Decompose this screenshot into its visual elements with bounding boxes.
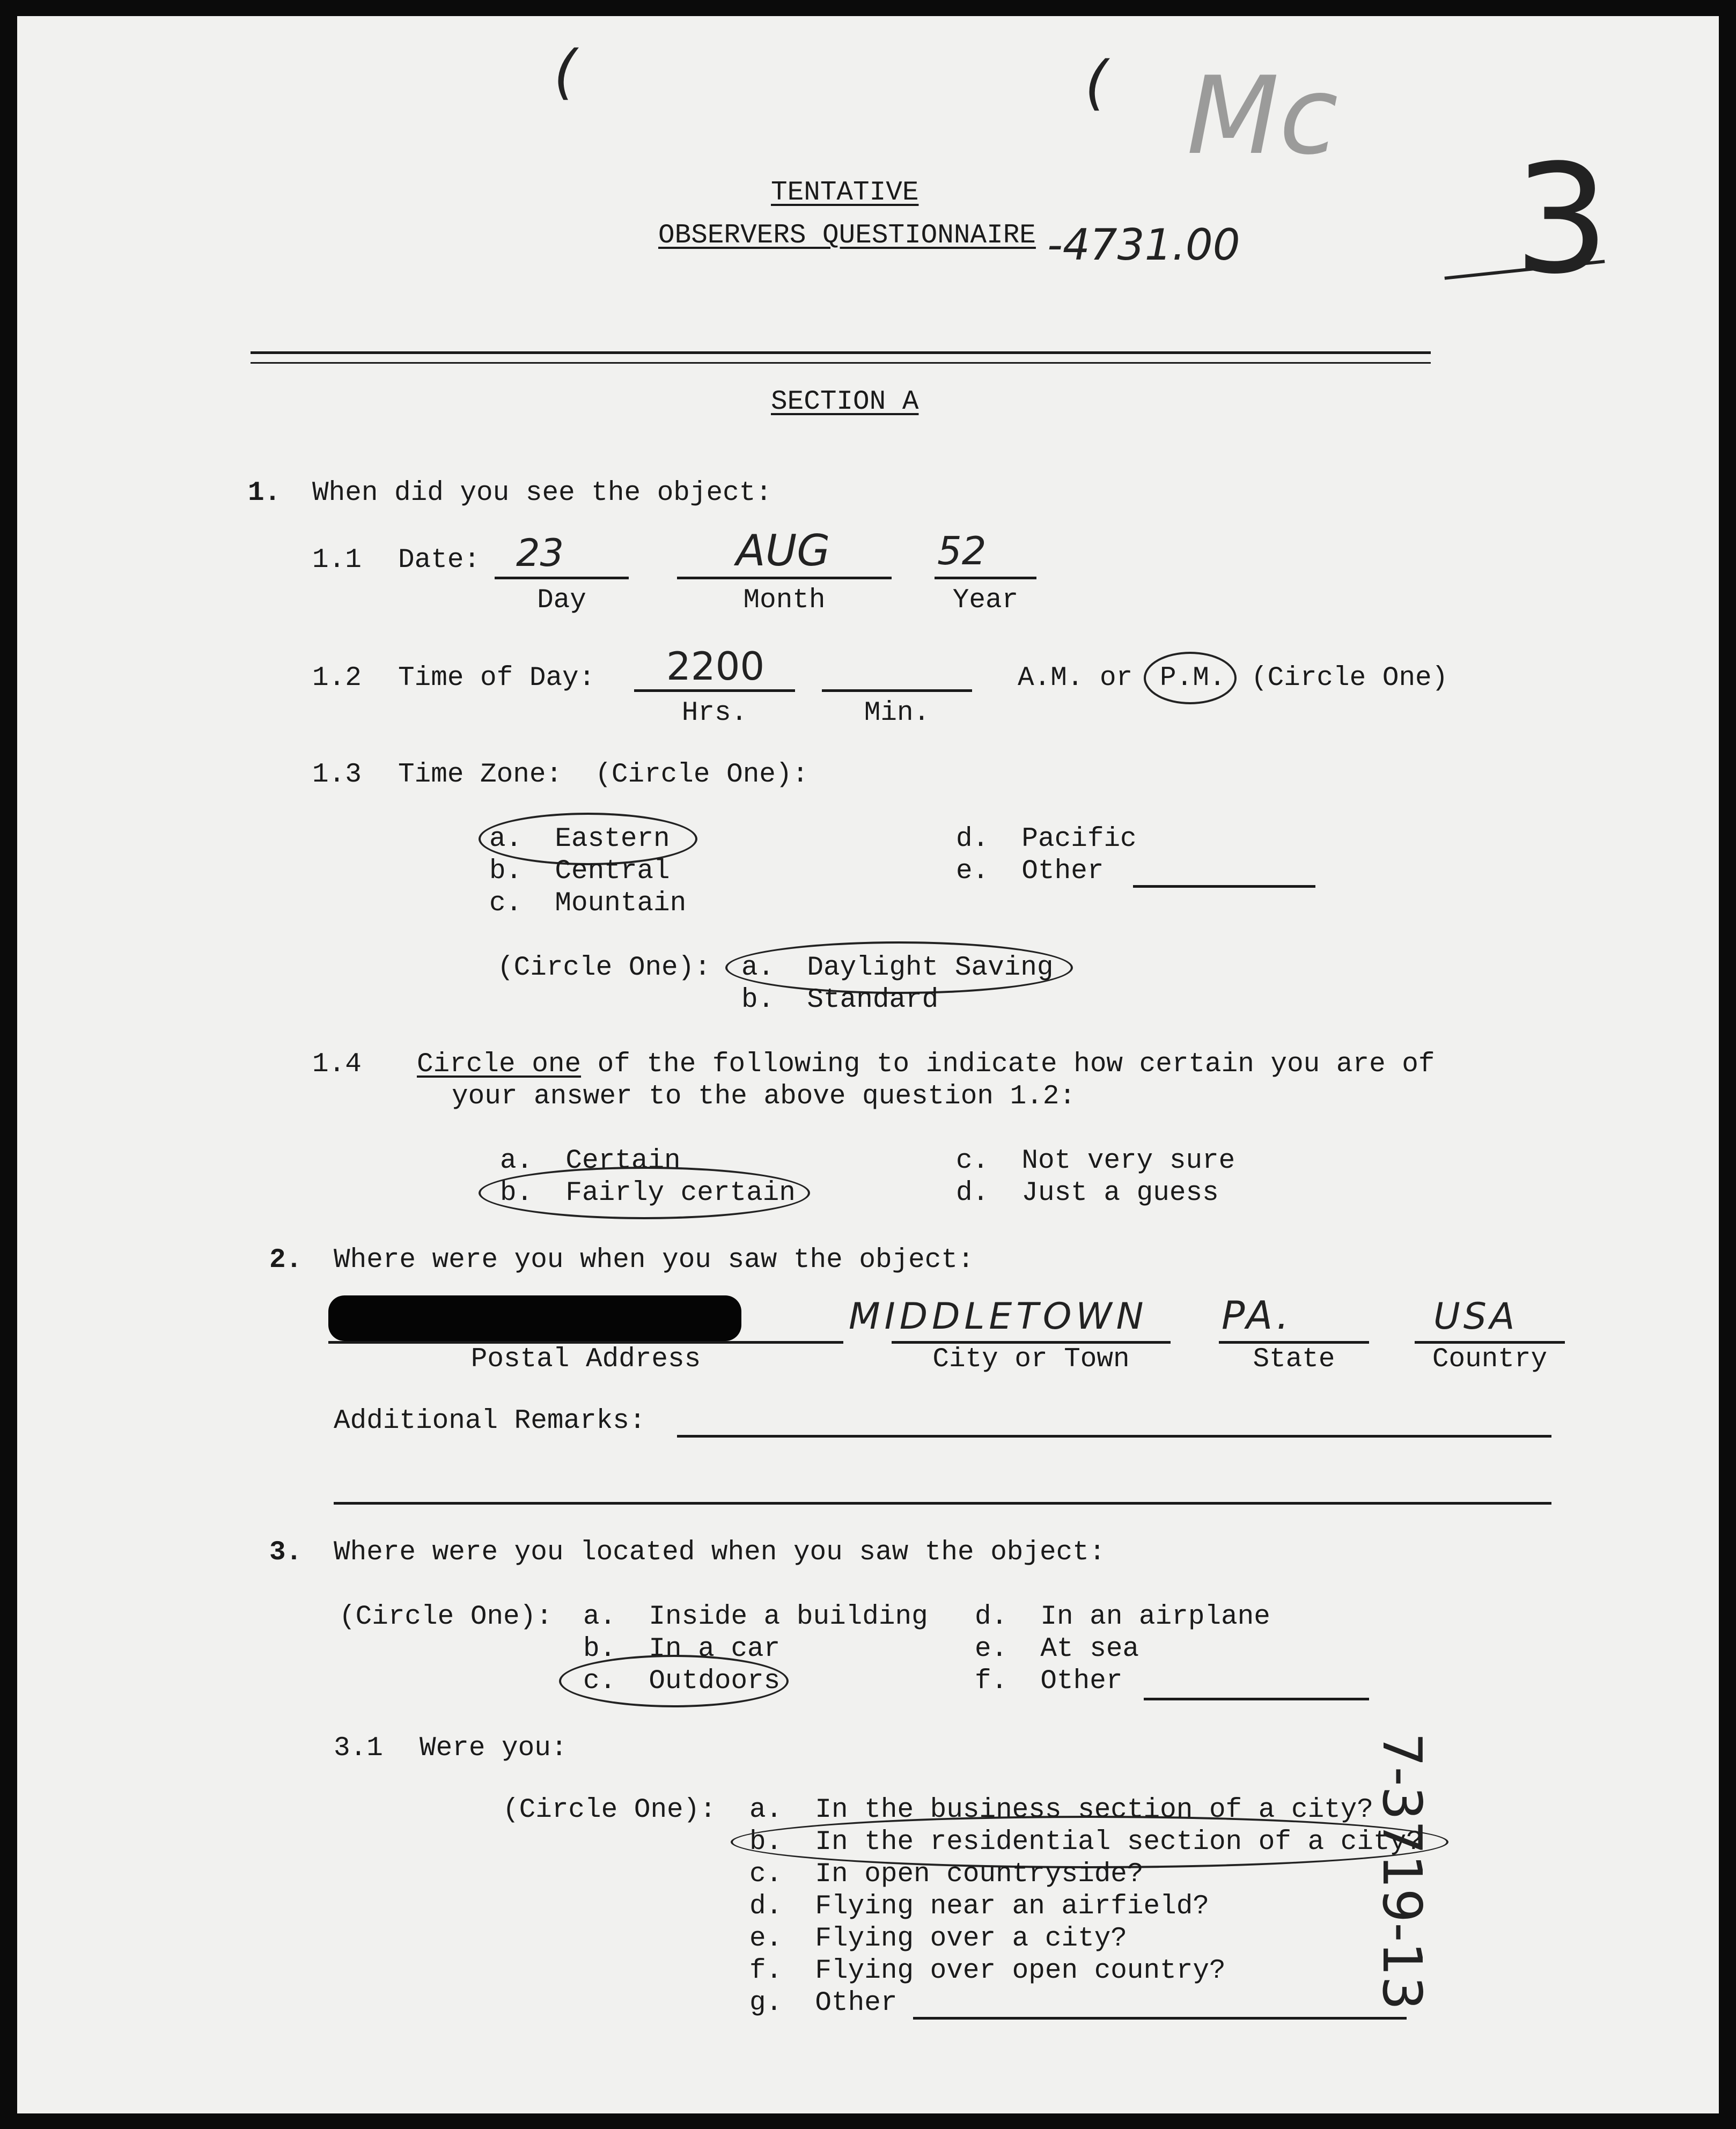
tz-option-eastern[interactable]: a. Eastern [489, 824, 670, 854]
loc-option-other[interactable]: f. Other [975, 1666, 1123, 1697]
q1-text: When did you see the object: [312, 478, 772, 509]
postal-caption: Postal Address [470, 1344, 701, 1375]
day-value: 23 [516, 531, 564, 575]
q3-1-circle-label: (Circle One): [503, 1795, 716, 1825]
circle-one-underlined: Circle one [417, 1049, 582, 1080]
minutes-blank [822, 689, 972, 692]
loc-option-car[interactable]: b. In a car [583, 1634, 781, 1664]
handwritten-page-mark: 3 [1514, 132, 1610, 307]
q2-text: Where were you when you saw the object: [334, 1245, 974, 1276]
saving-option-daylight[interactable]: a. Daylight Saving [741, 953, 1054, 983]
hours-value: 2200 [666, 644, 765, 689]
day-caption: Day [537, 585, 586, 616]
tz-option-other[interactable]: e. Other [956, 856, 1104, 887]
tz-option-central[interactable]: b. Central [489, 856, 670, 887]
hours-caption: Hrs. [681, 698, 748, 728]
month-caption: Month [743, 585, 826, 616]
header-rule [251, 351, 1431, 354]
fairly-circle-mark [479, 1167, 810, 1219]
area-option-other[interactable]: g. Other [749, 1988, 898, 2019]
title-tentative: TENTATIVE [771, 178, 919, 208]
loc-option-outdoors[interactable]: c. Outdoors [583, 1666, 781, 1697]
redacted-postal-address [328, 1295, 741, 1341]
saving-option-standard[interactable]: b. Standard [741, 985, 939, 1015]
q3-number: 3. [269, 1537, 303, 1568]
state-caption: State [1253, 1344, 1335, 1375]
certainty-option-fairly[interactable]: b. Fairly certain [500, 1178, 796, 1209]
q3-text: Where were you located when you saw the object: [334, 1537, 1106, 1568]
certainty-option-certain[interactable]: a. Certain [500, 1146, 681, 1176]
paren-mark-2: ( [1085, 48, 1108, 117]
year-blank [935, 577, 1036, 579]
remarks-blank-2[interactable] [334, 1502, 1551, 1505]
month-blank [677, 577, 892, 579]
time-label: Time of Day: [398, 663, 595, 694]
country-value: USA [1433, 1295, 1518, 1338]
pm-option[interactable]: P.M. [1160, 663, 1226, 694]
questionnaire-page [17, 16, 1719, 2113]
margin-handwritten-note: 7-3719-13 [1371, 1733, 1433, 2010]
certainty-option-guess[interactable]: d. Just a guess [956, 1178, 1219, 1209]
timezone-label: Time Zone: (Circle One): [398, 760, 809, 790]
q3-1-label: Were you: [420, 1733, 568, 1764]
year-value: 52 [937, 528, 987, 573]
q1-4-number: 1.4 [312, 1049, 362, 1080]
q3-circle-label: (Circle One): [339, 1602, 553, 1632]
tz-option-pacific[interactable]: d. Pacific [956, 824, 1137, 854]
city-caption: City or Town [932, 1344, 1130, 1375]
q1-4-text-line1: of the following to indicate how certain you are of [581, 1049, 1435, 1080]
q3-1-number: 3.1 [334, 1733, 383, 1764]
outdoors-circle-mark [559, 1655, 789, 1707]
country-caption: Country [1432, 1344, 1548, 1375]
am-or-label: A.M. or [1018, 663, 1133, 694]
time-instruction: (Circle One) [1251, 663, 1448, 694]
handwritten-file-number: -4731.00 [1047, 220, 1240, 270]
certainty-option-notsure[interactable]: c. Not very sure [956, 1146, 1235, 1176]
loc-other-blank [1144, 1698, 1369, 1700]
header-rule-2 [251, 362, 1431, 364]
loc-option-airplane[interactable]: d. In an airplane [975, 1602, 1270, 1632]
handwritten-scrawl: Mc [1187, 54, 1338, 179]
area-option-over-city[interactable]: e. Flying over a city? [749, 1924, 1127, 1954]
remarks-label: Additional Remarks: [334, 1406, 646, 1436]
q1-2-number: 1.2 [312, 663, 362, 694]
section-title: SECTION A [771, 387, 919, 417]
city-value: MIDDLETOWN [849, 1295, 1148, 1338]
q1-4-text [417, 1049, 1435, 1081]
saving-label: (Circle One): [497, 953, 711, 983]
q1-4-text-line2: your answer to the above question 1.2: [452, 1081, 1076, 1112]
q1-3-number: 1.3 [312, 760, 362, 790]
pm-circle-mark [1144, 652, 1237, 704]
state-value: PA. [1222, 1293, 1292, 1338]
title-questionnaire: OBSERVERS QUESTIONNAIRE [658, 220, 1036, 251]
day-blank [495, 577, 629, 579]
hours-blank [634, 689, 795, 692]
date-label: Date: [398, 545, 481, 576]
tz-option-mountain[interactable]: c. Mountain [489, 888, 687, 919]
q1-1-number: 1.1 [312, 545, 362, 576]
area-option-countryside[interactable]: c. In open countryside? [749, 1859, 1144, 1890]
tz-other-blank [1133, 885, 1315, 888]
area-option-business[interactable]: a. In the business section of a city? [749, 1795, 1373, 1825]
area-option-open-country[interactable]: f. Flying over open country? [749, 1956, 1226, 1986]
loc-option-building[interactable]: a. Inside a building [583, 1602, 928, 1632]
area-option-residential[interactable]: b. In the residential section of a city? [749, 1827, 1423, 1858]
remarks-blank-1[interactable] [677, 1435, 1551, 1438]
loc-option-sea[interactable]: e. At sea [975, 1634, 1139, 1664]
year-caption: Year [952, 585, 1019, 616]
area-option-airfield[interactable]: d. Flying near an airfield? [749, 1891, 1209, 1922]
q2-number: 2. [269, 1245, 303, 1276]
minutes-caption: Min. [864, 698, 930, 728]
month-value: AUG [736, 526, 830, 576]
q1-number: 1. [248, 478, 281, 509]
area-other-blank [913, 2017, 1407, 2020]
paren-mark: ( [554, 38, 577, 106]
